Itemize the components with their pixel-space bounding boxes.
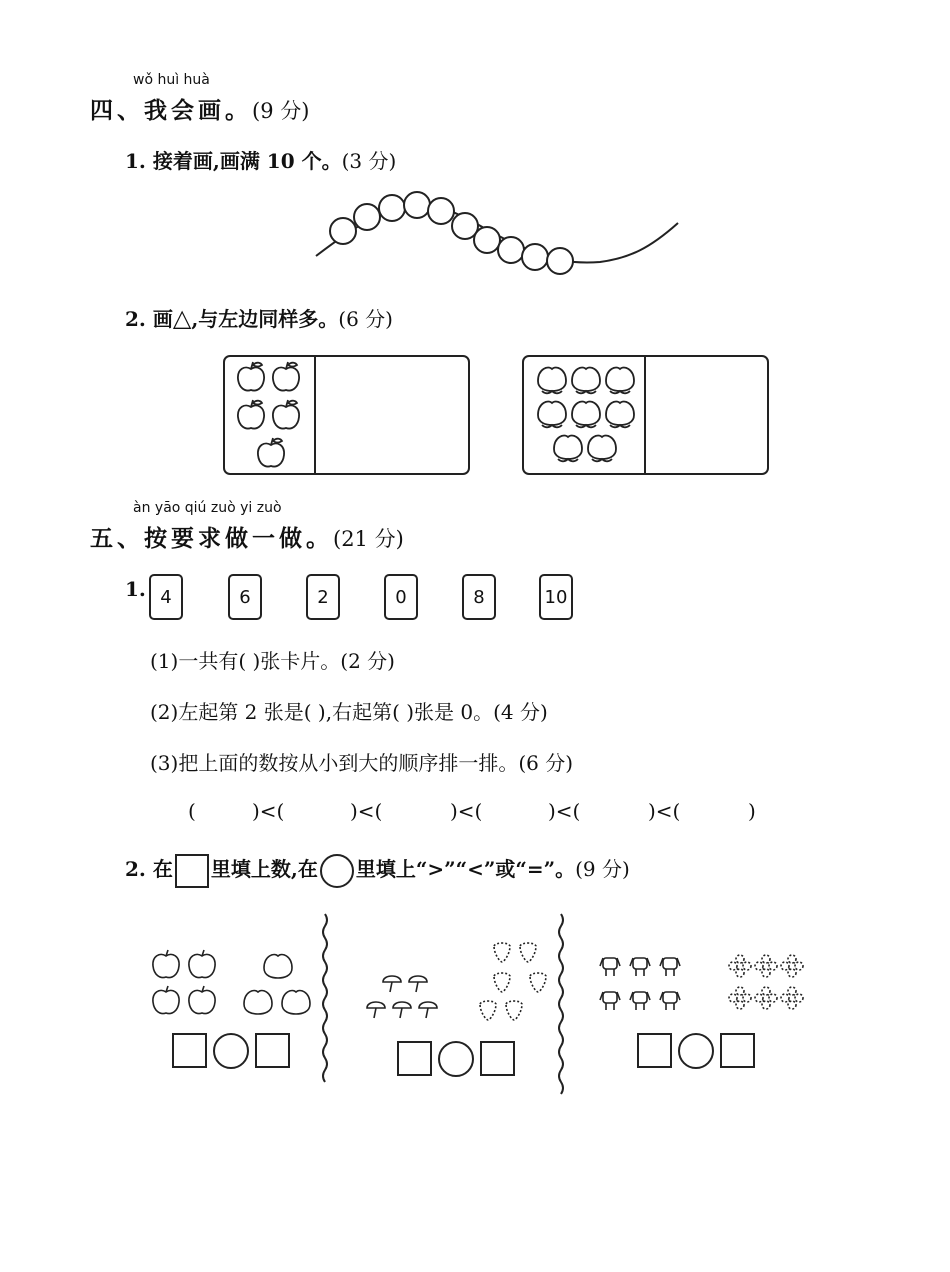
bead [379, 195, 405, 221]
section5-heading [90, 520, 404, 553]
strawberry-icon [530, 973, 546, 992]
peach-icon [264, 955, 292, 979]
puppy-icon [660, 992, 680, 1010]
section4-title: 四、我会画。 [90, 97, 252, 124]
peach-icon [538, 368, 566, 394]
number-card: 10 [539, 574, 573, 620]
section4-question2 [125, 303, 393, 332]
bead [354, 204, 380, 230]
order-blank[interactable]: ) [748, 799, 756, 823]
section4-points: (9 分) [252, 99, 310, 123]
order-blank[interactable]: )<( [450, 799, 483, 823]
answer-square[interactable] [398, 1042, 431, 1075]
mushroom-icon [383, 976, 401, 992]
bead [330, 218, 356, 244]
apple-icon [153, 986, 179, 1014]
strawberry-icon [480, 1001, 496, 1020]
flower-icon [755, 955, 777, 977]
subquestion-3: (3)把上面的数按从小到大的顺序排一排。(6 分) [150, 751, 574, 775]
apple-icon [153, 950, 179, 978]
answer-circle[interactable] [439, 1042, 473, 1076]
peach-icon [572, 368, 600, 394]
bead [404, 192, 430, 218]
bead [474, 227, 500, 253]
apple-icon [189, 950, 215, 978]
q-points: (3 分) [341, 149, 397, 173]
section4-question1 [125, 145, 396, 174]
mushroom-icon [419, 1002, 437, 1018]
bead [522, 244, 548, 270]
q-text: 里填上“>”“<”或“=”。 [355, 857, 576, 881]
subquestion-1: (1)一共有( )张卡片。(2 分) [150, 649, 395, 673]
section5-pinyin: àn yāo qiú zuò yi zuò [133, 500, 282, 516]
section4-heading [90, 92, 309, 125]
q-text: 接着画,画满 10 个。 [152, 149, 342, 173]
flower-icon [755, 987, 777, 1009]
circle-symbol [320, 854, 354, 888]
answer-square[interactable] [173, 1034, 206, 1067]
strawberry-icon [506, 1001, 522, 1020]
q-text: 里填上数,在 [210, 857, 318, 881]
number-card: 0 [384, 574, 418, 620]
q-points: (6 分) [338, 307, 393, 331]
wavy-divider [559, 914, 563, 1094]
q-text: 画 [152, 307, 173, 331]
order-blank[interactable]: )<( [548, 799, 581, 823]
q-points: (9 分) [575, 857, 630, 881]
answer-circle[interactable] [679, 1034, 713, 1068]
number-card: 4 [149, 574, 183, 620]
strawberry-icon [520, 943, 536, 962]
q-text: ,与左边同样多。 [191, 307, 339, 331]
answer-square[interactable] [638, 1034, 671, 1067]
answer-square[interactable] [256, 1034, 289, 1067]
flower-icon [729, 955, 751, 977]
bead [498, 237, 524, 263]
peach-panel [522, 355, 770, 475]
peach-icon [244, 991, 272, 1015]
peach-icon [572, 402, 600, 428]
puppy-icon [660, 958, 680, 976]
strawberry-icon [494, 973, 510, 992]
bead [547, 248, 573, 274]
number-card: 2 [306, 574, 340, 620]
order-blank[interactable]: ( [188, 799, 196, 823]
peach-icon [588, 436, 616, 462]
section4-pinyin: wǒ huì huà [133, 72, 210, 88]
peach-icon [538, 402, 566, 428]
section5-q1-number: 1. [125, 577, 146, 601]
peach-icon [554, 436, 582, 462]
puppy-icon [630, 958, 650, 976]
peach-icon [606, 402, 634, 428]
order-blank[interactable]: )<( [350, 799, 383, 823]
number-card: 8 [462, 574, 496, 620]
q-number: 1. [125, 149, 146, 173]
peach-icon [282, 991, 310, 1015]
triangle-symbol: △ [172, 304, 192, 332]
flower-icon [781, 987, 803, 1009]
beads [330, 192, 573, 274]
number-card: 6 [228, 574, 262, 620]
strawberry-icon [494, 943, 510, 962]
peach-icon [606, 368, 634, 394]
answer-square[interactable] [721, 1034, 754, 1067]
apple-icon [189, 986, 215, 1014]
apple-panel [223, 355, 471, 475]
section5-points: (21 分) [333, 527, 404, 551]
puppy-icon [600, 992, 620, 1010]
answer-square[interactable] [481, 1042, 514, 1075]
order-blank[interactable]: )<( [648, 799, 681, 823]
q-text: 在 [152, 857, 173, 881]
q-number: 2. [125, 307, 146, 331]
mushroom-icon [393, 1002, 411, 1018]
mushroom-icon [367, 1002, 385, 1018]
mushroom-icon [409, 976, 427, 992]
subquestion-2: (2)左起第 2 张是( ),右起第( )张是 0。(4 分) [150, 700, 548, 724]
square-symbol [175, 854, 209, 888]
flower-icon [781, 955, 803, 977]
flower-icon [729, 987, 751, 1009]
compare-figure [140, 910, 820, 1100]
puppy-icon [630, 992, 650, 1010]
q-number: 2. [125, 857, 146, 881]
section5-title: 五、按要求做一做。 [90, 525, 333, 552]
order-blank[interactable]: )<( [252, 799, 285, 823]
wavy-divider [323, 914, 327, 1082]
section5-question2 [125, 853, 630, 888]
bead [428, 198, 454, 224]
puppy-icon [600, 958, 620, 976]
answer-circle[interactable] [214, 1034, 248, 1068]
bead-string-figure [310, 190, 710, 280]
